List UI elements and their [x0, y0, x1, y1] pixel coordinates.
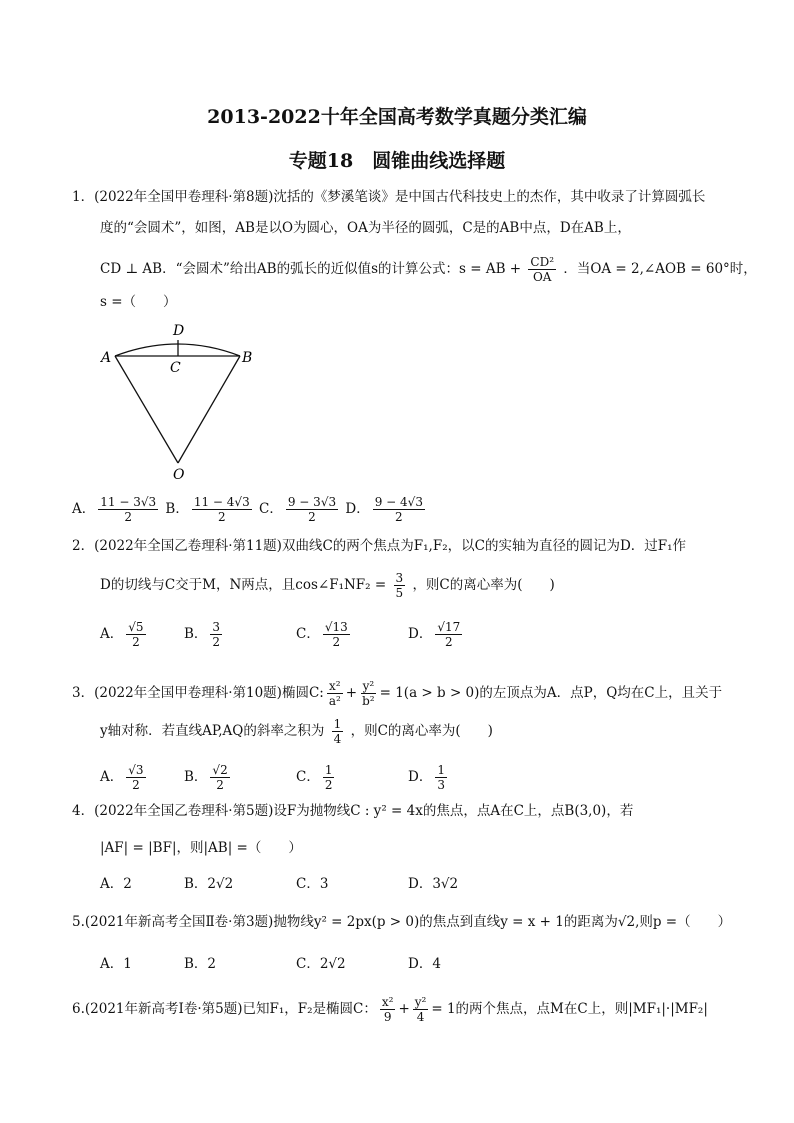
q2-option-b-frac: [210, 620, 222, 649]
q4-line-1: 4．(2022年全国乙卷理科·第5题)设F为抛物线C : y² = 4x的焦点，点A在C上，点B(3,0)，若: [72, 803, 634, 819]
arc-sector-figure: [100, 318, 270, 488]
q2-option-a-label: A．: [100, 626, 124, 642]
q1-option-b-den: 2: [217, 510, 226, 524]
q3-slope-fraction: [332, 717, 344, 746]
q3-option-a-num: √3: [128, 763, 144, 777]
q1-option-d[interactable]: [341, 495, 428, 524]
q2-option-c-frac: [323, 620, 350, 649]
q3-frac-den: 4: [333, 732, 342, 746]
q3-option-a-frac: [126, 763, 145, 792]
q1-option-c-den: 2: [308, 510, 316, 524]
q3-option-b-num: √2: [212, 763, 228, 777]
q3-ellipse-frac-x: [327, 679, 343, 708]
q1-option-a-frac: [98, 495, 158, 524]
q2-option-d-den: 2: [444, 635, 453, 649]
q5-option-b[interactable]: B．2: [184, 956, 217, 972]
q2-option-d[interactable]: [408, 620, 465, 649]
q3-ellipse-den1: a²: [328, 694, 341, 708]
q1-option-a-den: 2: [124, 510, 132, 524]
q6-den1: 9: [383, 1010, 392, 1024]
q2-option-a[interactable]: [100, 620, 149, 649]
q3-option-b-frac: [210, 763, 229, 792]
q3-ellipse-den2: b²: [362, 694, 375, 708]
q1-options: [72, 495, 428, 524]
q5-option-c[interactable]: C．2√2: [296, 956, 346, 972]
q6-plus: +: [398, 1001, 410, 1017]
q2-frac-den: 5: [395, 586, 404, 600]
q1-option-b-frac: [192, 495, 252, 524]
q3-option-b-den: 2: [216, 778, 224, 792]
q3-option-b[interactable]: [184, 763, 233, 792]
q1-option-a-label: A．: [72, 501, 96, 517]
radius-oa: [115, 356, 178, 463]
q3-option-d-den: 3: [437, 778, 445, 792]
q1-option-b[interactable]: [161, 495, 255, 524]
q1-line-1: 1．(2022年全国甲卷理科·第8题)沈括的《梦溪笔谈》是中国古代科技史上的杰作，其中收录了计算圆弧长: [72, 189, 706, 205]
q1-option-a[interactable]: [72, 495, 161, 524]
q5-line-1: 5.(2021年新高考全国Ⅱ卷·第3题)抛物线y² = 2px(p > 0)的焦点到直线y = x + 1的距离为√2,则p =（ ）: [72, 914, 732, 930]
q6-line-1b: = 1的两个焦点，点M在C上，则|MF₁|·|MF₂|: [431, 1001, 708, 1017]
q2-option-c-num: √13: [324, 620, 348, 634]
q3-option-d[interactable]: [408, 763, 450, 792]
q1-option-b-num: 11 − 4√3: [193, 495, 250, 509]
q2-line-2: [100, 571, 555, 600]
q3-option-c-frac: [323, 763, 335, 792]
q6-num1: x²: [381, 995, 394, 1009]
q5-option-d[interactable]: D．4: [408, 956, 441, 972]
q1-line-2: 度的“会圆术”，如图，AB是以O为圆心，OA为半径的圆弧，C是的AB中点，D在AB上，: [100, 220, 631, 236]
q4-option-c[interactable]: C．3: [296, 876, 329, 892]
q3-ellipse-num2: y²: [362, 679, 375, 693]
q6-den2: 4: [416, 1010, 425, 1024]
q1-option-d-frac: [373, 495, 425, 524]
q3-option-c-den: 2: [324, 778, 333, 792]
q3-line-1a: 3．(2022年全国甲卷理科·第10题)椭圆C:: [72, 685, 324, 701]
q2-option-d-frac: [435, 620, 462, 649]
q3-option-b-label: B．: [184, 769, 208, 785]
label-c: C: [170, 360, 181, 376]
q3-option-c-label: C．: [296, 769, 320, 785]
q2-frac-num: 3: [395, 571, 404, 585]
label-o: O: [173, 467, 185, 483]
q2-option-d-label: D．: [408, 626, 433, 642]
q3-option-a[interactable]: [100, 763, 149, 792]
q1-option-d-label: D．: [345, 501, 370, 517]
q1-fraction-denominator: OA: [532, 270, 552, 284]
label-d: D: [173, 323, 185, 339]
q1-line-3a: CD ⊥ AB．“会圆术”给出AB的弧长的近似值s的计算公式：s = AB +: [100, 261, 522, 277]
q2-option-a-frac: [126, 620, 145, 649]
q2-option-b-den: 2: [212, 635, 221, 649]
q6-line-1a: 6.(2021年新高考Ⅰ卷·第5题)已知F₁，F₂是椭圆C：: [72, 1001, 377, 1017]
q1-option-c[interactable]: [255, 495, 341, 524]
q1-option-a-num: 11 − 3√3: [100, 495, 157, 509]
q1-option-c-frac: [286, 495, 338, 524]
q1-option-c-num: 9 − 3√3: [287, 495, 337, 509]
q4-line-2: |AF| = |BF|，则|AB| =（ ）: [100, 840, 302, 856]
q3-line-1b: = 1(a > b > 0)的左顶点为A．点P，Q均在C上，且关于: [379, 685, 723, 701]
document-subtitle: 专题18 圆锥曲线选择题: [288, 150, 506, 172]
q1-line-3b: ．当OA = 2,∠AOB = 60°时，: [563, 261, 757, 277]
q1-option-d-num: 9 − 4√3: [374, 495, 423, 509]
q2-option-b-num: 3: [212, 620, 221, 634]
label-b: B: [242, 350, 253, 366]
q3-line-2a: y轴对称．若直线AP,AQ的斜率之积为: [100, 723, 325, 739]
q6-ellipse-frac-y: [413, 995, 429, 1024]
q3-line-2: [100, 717, 493, 746]
q1-formula-fraction: [528, 255, 556, 284]
q3-option-c-num: 1: [324, 763, 333, 777]
label-a: A: [101, 350, 112, 366]
q3-option-c[interactable]: [296, 763, 337, 792]
q3-ellipse-frac-y: [360, 679, 377, 708]
q1-option-c-label: C．: [259, 501, 283, 517]
q2-line-1: 2．(2022年全国乙卷理科·第11题)双曲线C的两个焦点为F₁,F₂，以C的实轴为直径的圆记为D．过F₁作: [72, 538, 687, 554]
q2-option-a-den: 2: [132, 635, 140, 649]
q4-option-d[interactable]: D．3√2: [408, 876, 459, 892]
q3-option-d-num: 1: [437, 763, 445, 777]
q4-option-b[interactable]: B．2√2: [184, 876, 234, 892]
q5-option-a[interactable]: A．1: [100, 956, 132, 972]
q3-option-d-label: D．: [408, 769, 433, 785]
q3-option-a-den: 2: [132, 778, 140, 792]
q1-line-3: [100, 255, 757, 284]
q6-line-1: [72, 995, 708, 1024]
q3-plus: +: [345, 685, 358, 701]
q3-option-d-frac: [435, 763, 447, 792]
q6-ellipse-frac-x: [380, 995, 396, 1024]
q2-line-2a: D的切线与C交于M，N两点，且cos∠F₁NF₂ =: [100, 577, 387, 593]
q3-ellipse-num1: x²: [329, 679, 341, 693]
q6-num2: y²: [414, 995, 427, 1009]
q4-option-a[interactable]: A．2: [100, 876, 132, 892]
q3-line-1: [72, 679, 722, 708]
q2-option-c-label: C．: [296, 626, 320, 642]
radius-ob: [178, 356, 240, 463]
q1-line-4: s =（ ）: [100, 294, 177, 310]
q3-line-2b: ，则C的离心率为( ): [350, 723, 493, 739]
q2-option-d-num: √17: [437, 620, 461, 634]
q1-option-d-den: 2: [395, 510, 403, 524]
q1-fraction-numerator: CD²: [530, 255, 555, 269]
q2-cos-fraction: [394, 571, 406, 600]
q2-option-c-den: 2: [332, 635, 341, 649]
q2-option-b[interactable]: [184, 620, 225, 649]
document-title: 2013-2022十年全国高考数学真题分类汇编: [207, 106, 587, 128]
q3-option-a-label: A．: [100, 769, 124, 785]
q1-option-b-label: B．: [165, 501, 189, 517]
q2-line-2b: ，则C的离心率为( ): [412, 577, 555, 593]
q3-frac-num: 1: [333, 717, 342, 731]
q2-option-b-label: B．: [184, 626, 208, 642]
q2-option-c[interactable]: [296, 620, 353, 649]
q2-option-a-num: √5: [128, 620, 144, 634]
